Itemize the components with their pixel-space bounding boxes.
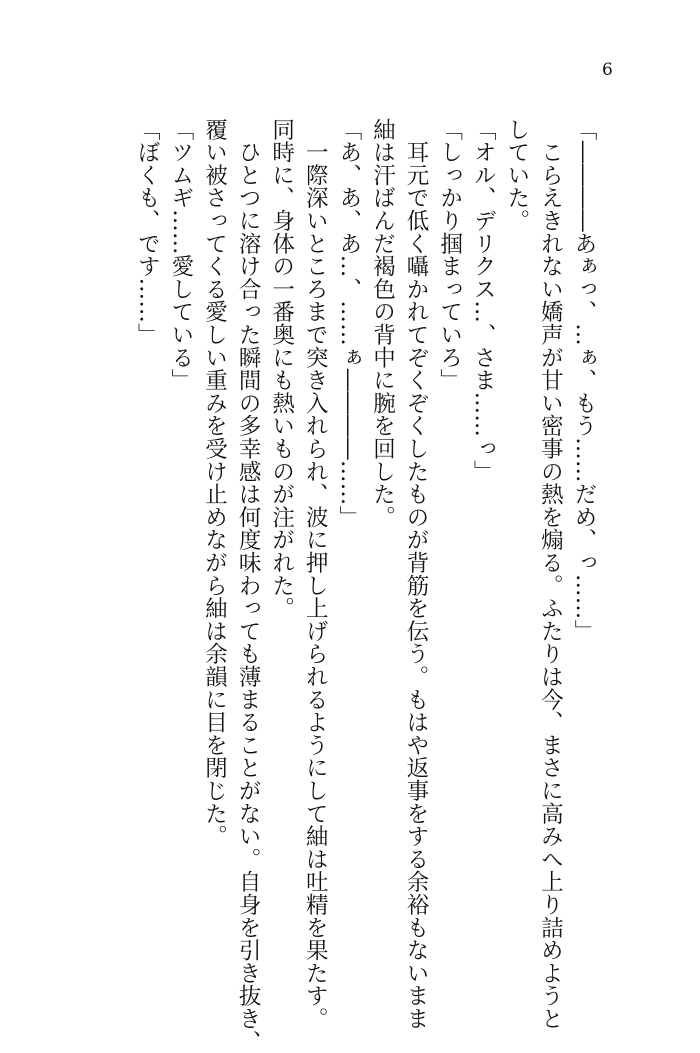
text-line: 「ぼくも、です……」: [134, 118, 161, 346]
text-line: 「ツムギ……愛している」: [167, 118, 194, 392]
text-line: 「あ、あ、あ…、……ぁ――――……」: [335, 118, 362, 529]
text-line: 耳元で低く囁かれてぞくぞくしたものが背筋を伝う。もはや返事をする余裕もないまま: [403, 140, 430, 1031]
page-number: 6: [602, 60, 613, 80]
body-text: [130, 118, 600, 1053]
text-line: 「――――あぁっ、…ぁ、もう……だめ、っ……」: [571, 118, 597, 643]
text-line: 覆い被さってくる愛しい重みを受け止めながら紬は余韻に目を閉じた。: [201, 118, 228, 848]
text-line: 同時に、身体の一番奥にも熱いものが注がれた。: [268, 118, 295, 620]
text-line: していた。: [503, 118, 530, 232]
text-line: 「しっかり掴まっていろ」: [436, 118, 463, 392]
text-line: 一際深いところまで突き入れられ、波に押し上げられるようにして紬は吐精を果たす。: [302, 140, 329, 1031]
text-line: 「オル、デリクス…、さま……っ」: [470, 118, 497, 483]
text-line: こらえきれない嬌声が甘い密事の熱を煽る。ふたりは今、まさに高みへ上り詰めようと: [537, 140, 564, 1031]
text-line: 紬は汗ばんだ褐色の背中に腕を回した。: [369, 118, 396, 529]
text-line: ひとつに溶け合った瞬間の多幸感は何度味わっても薄まることがない。自身を引き抜き、: [235, 140, 262, 1053]
